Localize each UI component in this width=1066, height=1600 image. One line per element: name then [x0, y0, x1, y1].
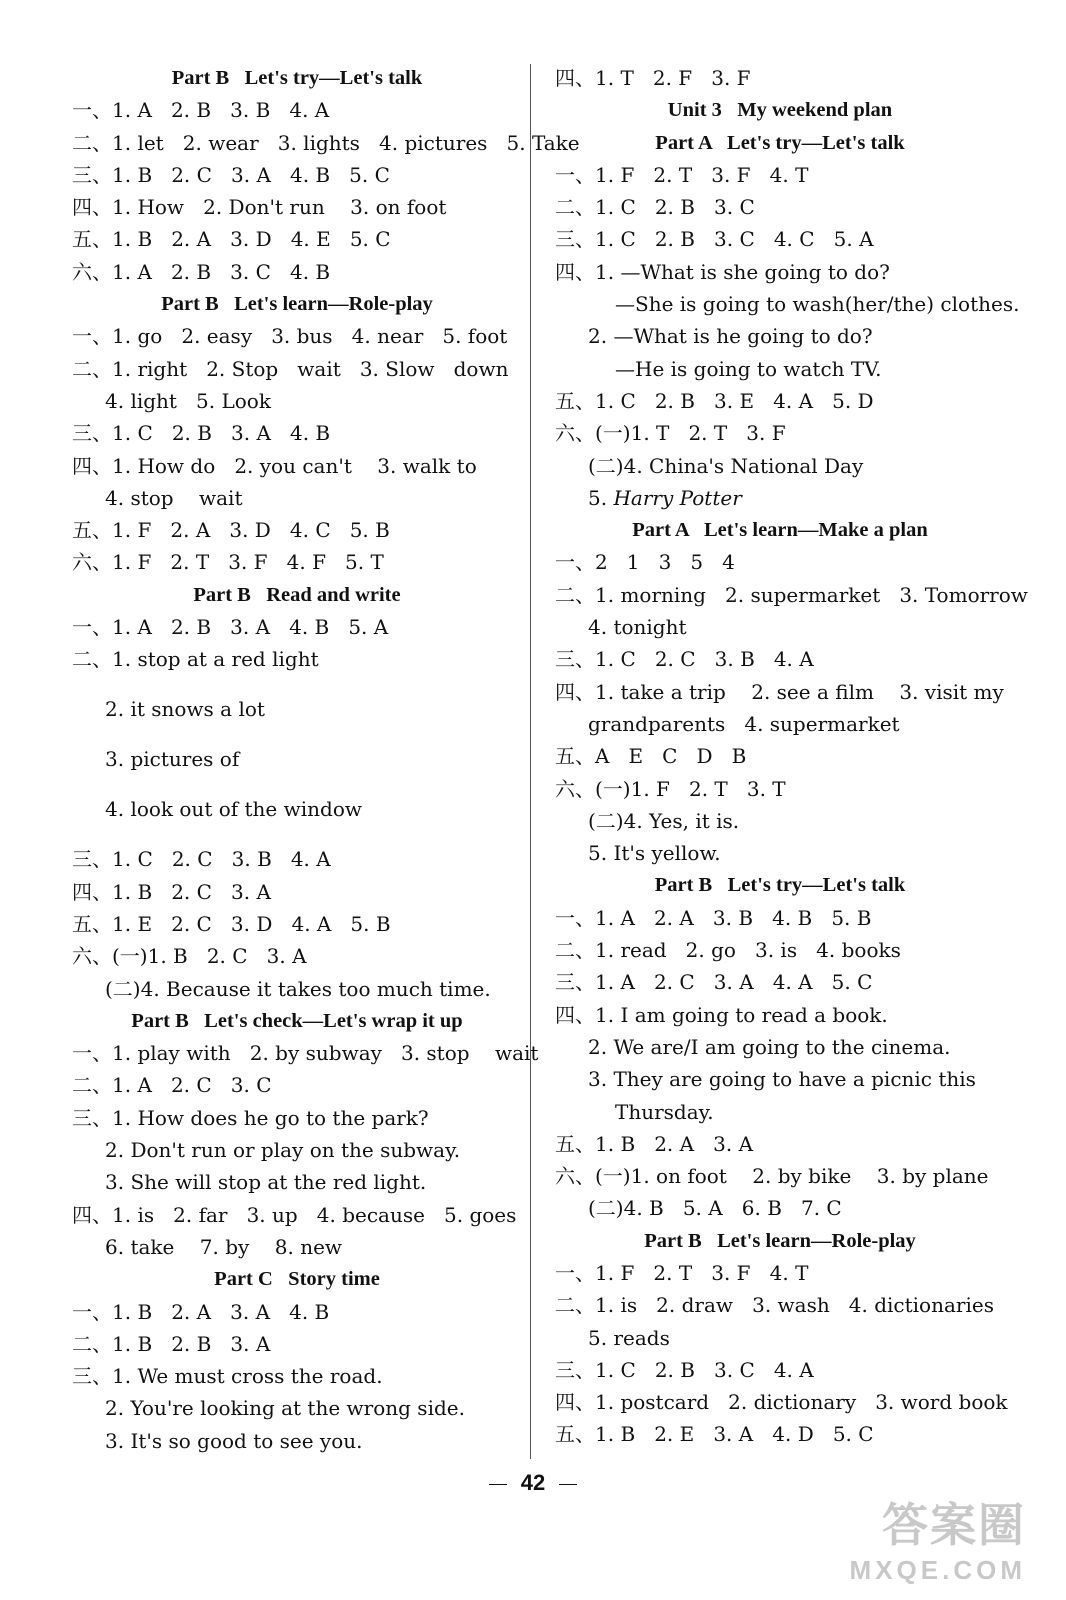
answer-line: 二、1. is 2. draw 3. wash 4. dictionaries: [555, 1293, 994, 1318]
section-heading: Unit 3 My weekend plan: [667, 99, 893, 122]
footer-dash-left: [489, 1484, 507, 1485]
answer-line: 一、1. F 2. T 3. F 4. T: [555, 162, 809, 187]
answer-line: 4. stop wait: [105, 485, 243, 510]
answer-line: 5. Harry Potter: [588, 485, 742, 510]
answer-line: 三、1. We must cross the road.: [72, 1364, 383, 1389]
answer-line: 三、1. How does he go to the park?: [72, 1105, 429, 1130]
answer-line: 一、2 1 3 5 4: [555, 550, 735, 575]
answer-line: —He is going to watch TV.: [615, 356, 882, 381]
answer-line: (二)4. B 5. A 6. B 7. C: [588, 1196, 842, 1221]
answer-line: 二、1. let 2. wear 3. lights 4. pictures 5. Take: [72, 130, 580, 155]
book-title: Harry Potter: [613, 485, 742, 510]
watermark-url: MXQE.COM: [849, 1555, 1026, 1585]
answer-line: (二)4. Yes, it is.: [588, 808, 740, 833]
watermark-logo-text: 答案圈: [882, 1499, 1026, 1551]
answer-line: 4. light 5. Look: [105, 388, 271, 413]
answer-line: 四、1. How 2. Don't run 3. on foot: [72, 195, 447, 220]
answer-line: 三、1. B 2. C 3. A 4. B 5. C: [72, 162, 390, 187]
section-heading: Part B Let's try—Let's talk: [654, 874, 906, 897]
answer-line: 五、1. E 2. C 3. D 4. A 5. B: [72, 911, 391, 936]
column-divider: [530, 64, 531, 1459]
answer-line: 五、1. F 2. A 3. D 4. C 5. B: [72, 518, 390, 543]
answer-line: 一、1. F 2. T 3. F 4. T: [555, 1260, 809, 1285]
answer-line: 五、1. B 2. A 3. D 4. E 5. C: [72, 227, 391, 252]
answer-line: (二)4. Because it takes too much time.: [105, 976, 491, 1001]
answer-line: 3. She will stop at the red light.: [105, 1170, 427, 1195]
answer-line: 三、1. C 2. B 3. C 4. A: [555, 1357, 814, 1382]
answer-line: 五、1. B 2. A 3. A: [555, 1131, 754, 1156]
answer-line: 2. it snows a lot: [105, 697, 265, 722]
section-heading: Part C Story time: [214, 1268, 380, 1291]
answer-line: 一、1. A 2. A 3. B 4. B 5. B: [555, 905, 872, 930]
answer-line: 三、1. C 2. B 3. C 4. C 5. A: [555, 227, 874, 252]
answer-line: 六、(一)1. F 2. T 3. T: [555, 776, 786, 801]
answer-line: 2. We are/I am going to the cinema.: [588, 1034, 951, 1059]
answer-line: 四、1. —What is she going to do?: [555, 259, 890, 284]
answer-line: 6. take 7. by 8. new: [105, 1234, 343, 1259]
answer-line: 2. Don't run or play on the subway.: [105, 1138, 461, 1163]
section-heading: Part B Read and write: [193, 583, 401, 606]
answer-line: 四、1. take a trip 2. see a film 3. visit my: [555, 679, 1004, 704]
answer-line: 一、1. A 2. B 3. B 4. A: [72, 98, 330, 123]
answer-line: 二、1. read 2. go 3. is 4. books: [555, 938, 901, 963]
answer-line: 四、1. B 2. C 3. A: [72, 879, 271, 904]
section-heading: Part A Let's learn—Make a plan: [632, 519, 928, 542]
answer-line: 五、1. B 2. E 3. A 4. D 5. C: [555, 1422, 874, 1447]
left-column: [72, 62, 580, 1457]
answer-line: 二、1. B 2. B 3. A: [72, 1331, 271, 1356]
answer-line: —She is going to wash(her/the) clothes.: [615, 292, 1020, 317]
answer-line: 六、(一)1. on foot 2. by bike 3. by plane: [555, 1164, 989, 1189]
answer-line: 六、1. F 2. T 3. F 4. F 5. T: [72, 550, 384, 575]
answer-line: 2. You're looking at the wrong side.: [105, 1396, 465, 1421]
answer-line: 六、(一)1. B 2. C 3. A: [72, 944, 307, 969]
answer-line: 四、1. is 2. far 3. up 4. because 5. goes: [72, 1202, 517, 1227]
answer-line: 3. They are going to have a picnic this: [588, 1067, 976, 1092]
answer-line: 三、1. C 2. C 3. B 4. A: [555, 647, 814, 672]
answer-line: 二、1. right 2. Stop wait 3. Slow down: [72, 356, 509, 381]
answer-line: 四、1. T 2. F 3. F: [555, 66, 751, 90]
answer-line: 二、1. A 2. C 3. C: [72, 1073, 272, 1098]
section-heading: Part B Let's check—Let's wrap it up: [131, 1009, 463, 1032]
answer-line: 四、1. I am going to read a book.: [555, 1002, 888, 1027]
answer-line: grandparents 4. supermarket: [588, 711, 900, 736]
answer-line: 三、1. C 2. C 3. B 4. A: [72, 847, 331, 872]
answer-line: 二、1. morning 2. supermarket 3. Tomorrow: [555, 582, 1028, 607]
answer-line: 3. It's so good to see you.: [105, 1428, 363, 1453]
section-heading: Part A Let's try—Let's talk: [655, 131, 905, 154]
answer-line: 5. It's yellow.: [588, 841, 721, 866]
answer-line: (二)4. China's National Day: [588, 453, 864, 478]
answer-line: 五、A E C D B: [555, 744, 747, 769]
answer-line: 一、1. play with 2. by subway 3. stop wait: [72, 1041, 539, 1066]
answer-line: 5. reads: [588, 1325, 670, 1350]
answer-line: 一、1. go 2. easy 3. bus 4. near 5. foot: [72, 324, 508, 349]
answer-line: 五、1. C 2. B 3. E 4. A 5. D: [555, 388, 874, 413]
answer-line: 三、1. C 2. B 3. A 4. B: [72, 421, 331, 446]
answer-line: Thursday.: [615, 1099, 714, 1124]
answer-line: 四、1. postcard 2. dictionary 3. word book: [555, 1390, 1008, 1415]
answer-line: 2. —What is he going to do?: [588, 324, 873, 349]
answer-line: 4. look out of the window: [105, 797, 362, 822]
answer-line: 六、1. A 2. B 3. C 4. B: [72, 259, 331, 284]
answer-line: 一、1. B 2. A 3. A 4. B: [72, 1299, 330, 1324]
footer-dash-right: [559, 1484, 577, 1485]
watermark: [850, 1489, 1026, 1586]
answer-line: 3. pictures of: [105, 747, 240, 772]
answer-line: 一、1. A 2. B 3. A 4. B 5. A: [72, 615, 389, 640]
page-number: 42: [520, 1470, 546, 1495]
answer-line: 二、1. C 2. B 3. C: [555, 195, 755, 220]
answer-line: 二、1. stop at a red light: [72, 647, 319, 672]
answer-line: 4. tonight: [588, 615, 687, 640]
answer-line: 六、(一)1. T 2. T 3. F: [555, 421, 786, 446]
answer-line: 三、1. A 2. C 3. A 4. A 5. C: [555, 970, 873, 995]
answer-line: 四、1. How do 2. you can't 3. walk to: [72, 453, 477, 478]
section-heading: Part B Let's try—Let's talk: [171, 67, 423, 89]
section-heading: Part B Let's learn—Role-play: [644, 1229, 916, 1252]
section-heading: Part B Let's learn—Role-play: [161, 293, 433, 316]
right-column: [555, 62, 1028, 1451]
